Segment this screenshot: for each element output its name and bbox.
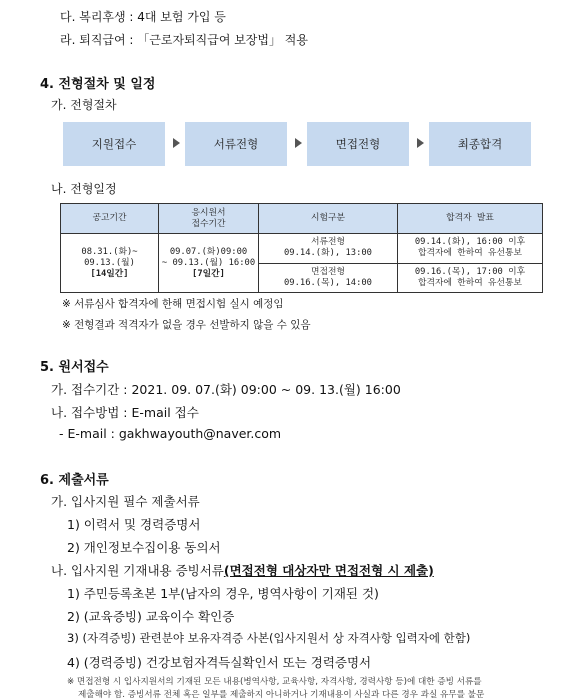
severance-line: 라. 퇴직급여 : 「근로자퇴직급여 보장법」 적용 [60, 33, 308, 47]
flow-step-interview: 면접전형 [307, 122, 409, 166]
section6-title: 6. 제출서류 [40, 473, 109, 488]
required-docs-label: 가. 입사지원 필수 제출서류 [51, 494, 200, 509]
proof-doc-4: 4) (경력증빙) 건강보험자격득실확인서 또는 경력증명서 [67, 655, 372, 670]
header-application-period-text: 응시원서 접수기간 [191, 207, 226, 229]
result-document-notice: 합격자에 한하여 유선통보 [417, 248, 523, 259]
proof-footnote-1: ※ 면접전형 시 입사지원서의 기재된 모든 내용(병역사항, 교육사항, 자격사항, 경력사항 등)에 대한 증빙 서류를 [67, 677, 482, 687]
header-notice-period: 공고기간 [61, 204, 159, 234]
application-period-cell [159, 234, 259, 293]
procedure-label: 가. 전형절차 [51, 98, 117, 112]
exam-interview-time: 09.16.(목), 14:00 [284, 277, 372, 288]
exam-document-time: 09.14.(화), 13:00 [284, 248, 372, 259]
welfare-line: 다. 복리후생 : 4대 보험 가입 등 [60, 10, 226, 24]
exam-interview-cell [259, 263, 398, 293]
notice-period-start: 08.31.(화)~ [81, 246, 138, 257]
required-doc-1: 1) 이력서 및 경력증명서 [67, 517, 201, 532]
exam-document-name: 서류전형 [311, 237, 345, 248]
flow-step-document: 서류전형 [185, 122, 287, 166]
flow-arrow-icon [173, 138, 180, 148]
application-period-days: [7일간] [192, 268, 225, 279]
result-interview-time: 09.16.(목), 17:00 이후 [414, 266, 526, 277]
notice-period-days: [14일간] [90, 268, 129, 279]
schedule-label: 나. 전형일정 [51, 182, 117, 196]
notice-period-cell [61, 234, 159, 293]
proof-docs-label-prefix: 나. 입사지원 기재내용 증빙서류 [51, 563, 224, 578]
flow-arrow-icon [295, 138, 302, 148]
proof-footnote-2: 제출해야 함. 증빙서류 전체 혹은 일부를 제출하지 아니하거나 기재내용이 사실과 다른 경우 과실 유무를 불문 [78, 690, 485, 700]
application-method-line: 나. 접수방법 : E-mail 접수 [51, 405, 199, 420]
result-document-cell [398, 234, 543, 264]
proof-docs-label [51, 561, 434, 579]
application-period-end: ~ 09.13.(월) 16:00 [161, 257, 256, 268]
required-doc-2: 2) 개인정보수집이용 동의서 [67, 540, 221, 555]
proof-doc-2: 2) (교육증빙) 교육이수 확인증 [67, 609, 235, 624]
exam-document-cell [259, 234, 398, 264]
section4-title: 4. 전형절차 및 일정 [40, 77, 156, 92]
schedule-table [60, 203, 543, 293]
header-application-period [159, 204, 259, 234]
schedule-note-1: ※ 서류심사 합격자에 한해 면접시험 실시 예정임 [62, 298, 284, 310]
proof-doc-3: 3) (자격증빙) 관련분야 보유자격증 사본(입사지원서 상 자격사항 입력자에 한함) [67, 631, 471, 645]
section5-title: 5. 원서접수 [40, 360, 109, 375]
header-exam-type: 시험구분 [259, 204, 398, 234]
result-interview-cell [398, 263, 543, 293]
application-period-line: 가. 접수기간 : 2021. 09. 07.(화) 09:00 ~ 09. 13.(월) 16:00 [51, 382, 401, 397]
flow-step-final: 최종합격 [429, 122, 531, 166]
email-line: - E-mail : gakhwayouth@naver.com [59, 426, 282, 441]
proof-doc-1: 1) 주민등록초본 1부(남자의 경우, 병역사항이 기재된 것) [67, 586, 379, 601]
flow-step-apply: 지원접수 [63, 122, 165, 166]
proof-docs-label-emphasis: (면접전형 대상자만 면접전형 시 제출) [223, 563, 434, 578]
flow-arrow-icon [417, 138, 424, 148]
header-result: 합격자 발표 [398, 204, 543, 234]
notice-period-end: 09.13.(월) [84, 257, 135, 268]
result-document-time: 09.14.(화), 16:00 이후 [414, 237, 526, 248]
exam-interview-name: 면접전형 [311, 266, 345, 277]
application-period-start: 09.07.(화)09:00 [169, 246, 248, 257]
result-interview-notice: 합격자에 한하여 유선통보 [417, 277, 523, 288]
schedule-note-2: ※ 전형결과 적격자가 없을 경우 선발하지 않을 수 있음 [62, 319, 311, 331]
